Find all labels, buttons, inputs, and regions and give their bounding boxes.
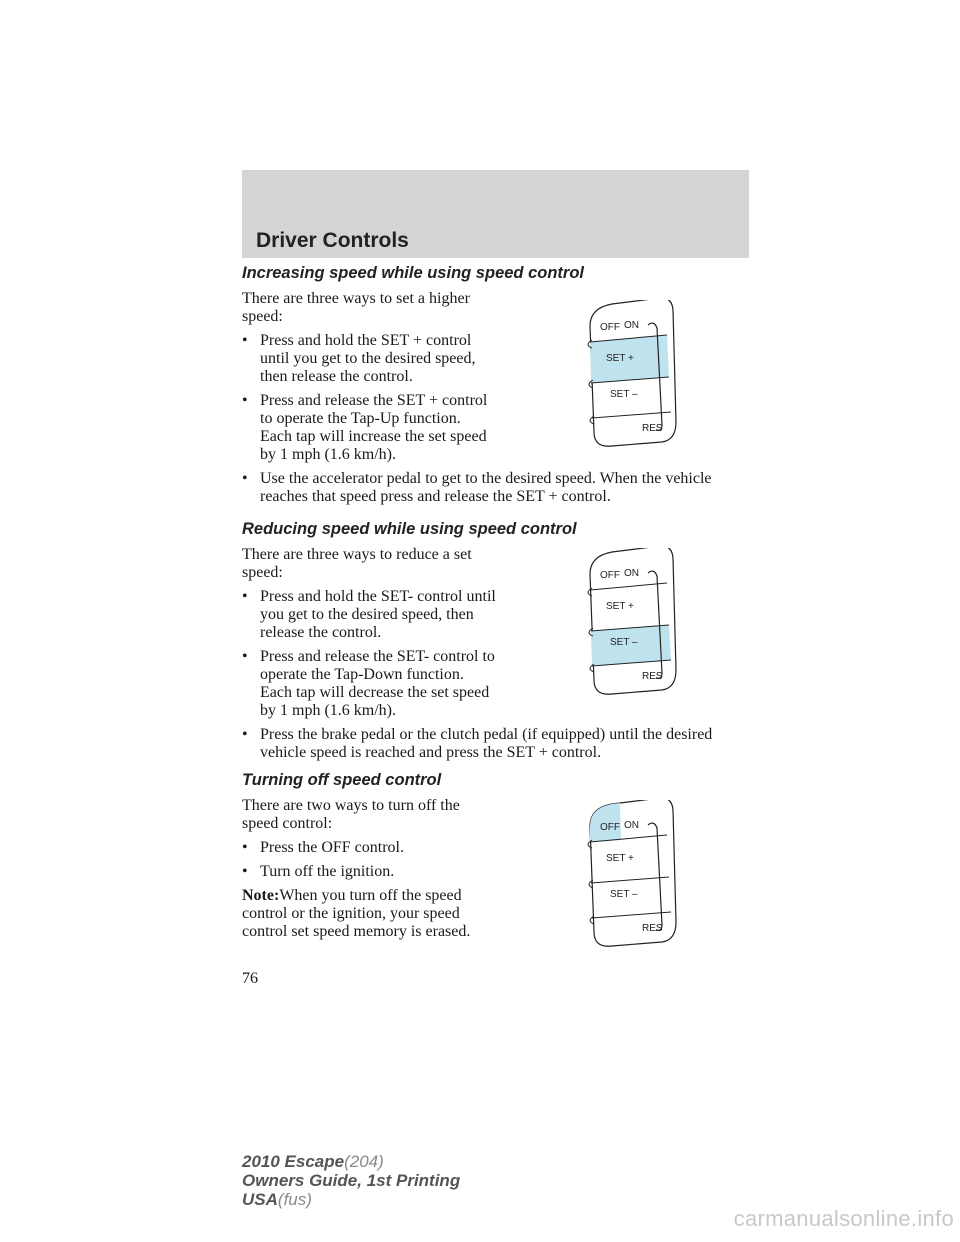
bullet-icon: • xyxy=(242,332,248,349)
bullet-list xyxy=(242,332,494,464)
set-minus-label: SET – xyxy=(610,389,638,400)
list-item xyxy=(242,863,496,881)
list-item xyxy=(242,839,496,857)
off-label: OFF xyxy=(600,570,620,581)
off-label: OFF xyxy=(600,822,620,833)
list-item xyxy=(242,470,750,506)
res-label: RES xyxy=(642,423,663,434)
note xyxy=(242,887,494,941)
bullet-text: Press and release the SET- control to operate the Tap-Down function. Each tap will decrease the set speed by 1 mph (1.6 km/h). xyxy=(260,648,495,719)
bullet-icon: • xyxy=(242,392,248,409)
speed-control-switch-illustration-off xyxy=(572,800,692,950)
bullet-icon: • xyxy=(242,839,248,856)
bullet-text: Press the brake pedal or the clutch pedal (if equipped) until the desired vehicle speed is reached and press the SET + control. xyxy=(260,726,713,761)
footer-model: 2010 Escape xyxy=(242,1152,345,1171)
bullet-text: Turn off the ignition. xyxy=(260,863,395,880)
set-minus-label: SET – xyxy=(610,889,638,900)
on-label: ON xyxy=(624,820,639,831)
set-minus-label: SET – xyxy=(610,637,638,648)
section-heading: Turning off speed control xyxy=(242,771,442,789)
watermark: carmanualsonline.info xyxy=(733,1206,954,1231)
bullet-list xyxy=(242,839,494,881)
speed-control-switch-illustration-set-minus xyxy=(572,548,692,698)
footer-market: USA xyxy=(242,1190,278,1209)
on-label: ON xyxy=(624,320,639,331)
note-text: When you turn off the speed control or the ignition, your speed control set speed memory is erased. xyxy=(242,887,471,940)
section-intro: There are three ways to set a higher speed: xyxy=(242,290,470,325)
bullet-list-full xyxy=(242,726,762,762)
bullet-icon: • xyxy=(242,470,248,487)
footer-print-info xyxy=(242,1152,460,1209)
footer-model-code: (204) xyxy=(344,1152,384,1171)
off-label: OFF xyxy=(600,322,620,333)
bullet-icon: • xyxy=(242,863,248,880)
bullet-text: Press and hold the SET + control until you get to the desired speed, then release the control. xyxy=(260,332,476,385)
note-label: Note: xyxy=(242,887,280,904)
list-item xyxy=(242,726,750,762)
section-intro: There are two ways to turn off the speed control: xyxy=(242,797,460,832)
bullet-icon: • xyxy=(242,726,248,743)
bullet-list xyxy=(242,588,494,720)
footer-edition: Owners Guide, 1st Printing xyxy=(242,1171,461,1190)
set-plus-label: SET + xyxy=(606,353,634,364)
page-number: 76 xyxy=(242,970,258,987)
bullet-icon: • xyxy=(242,588,248,605)
list-item xyxy=(242,332,496,386)
bullet-text: Press the OFF control. xyxy=(260,839,404,856)
page-title: Driver Controls xyxy=(256,229,409,252)
section-heading: Reducing speed while using speed control xyxy=(242,520,577,538)
footer-market-code: (fus) xyxy=(277,1190,312,1209)
bullet-text: Use the accelerator pedal to get to the desired speed. When the vehicle reaches that speed press and release the SET + control. xyxy=(260,470,712,505)
footer-line-market xyxy=(242,1190,460,1209)
section-intro: There are three ways to reduce a set speed: xyxy=(242,546,472,581)
list-item xyxy=(242,392,496,464)
bullet-text: Press and hold the SET- control until you get to the desired speed, then release the control. xyxy=(260,588,496,641)
section-heading: Increasing speed while using speed control xyxy=(242,264,584,282)
bullet-icon: • xyxy=(242,648,248,665)
list-item xyxy=(242,648,496,720)
set-plus-label: SET + xyxy=(606,601,634,612)
res-label: RES xyxy=(642,923,663,934)
set-plus-label: SET + xyxy=(606,853,634,864)
res-label: RES xyxy=(642,671,663,682)
header-band xyxy=(242,170,749,258)
bullet-text: Press and release the SET + control to operate the Tap-Up function. Each tap will increase the set speed by 1 mph (1.6 km/h). xyxy=(260,392,488,463)
speed-control-switch-illustration-set-plus xyxy=(572,300,692,450)
bullet-list-full xyxy=(242,470,762,506)
footer-line-model xyxy=(242,1152,460,1171)
list-item xyxy=(242,588,496,642)
on-label: ON xyxy=(624,568,639,579)
